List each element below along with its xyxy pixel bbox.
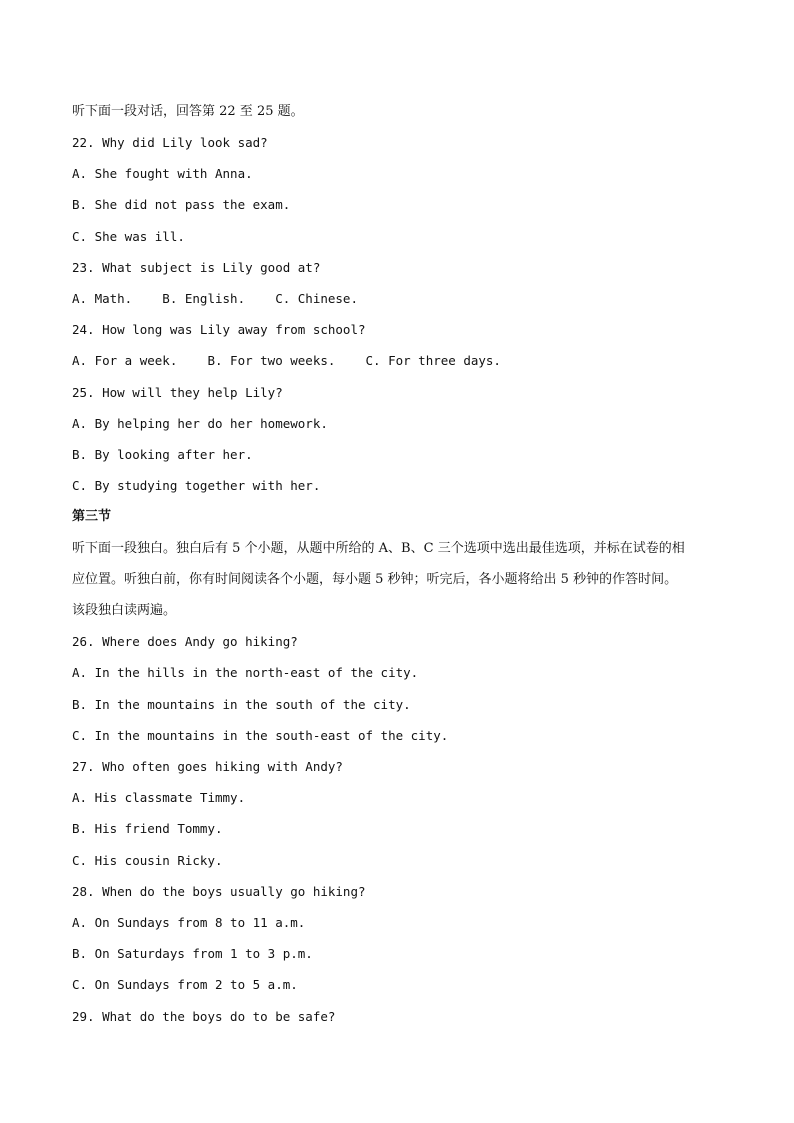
option-22b: B. She did not pass the exam.: [72, 197, 291, 212]
option-25b: B. By looking after her.: [72, 447, 253, 462]
options-24: A. For a week. B. For two weeks. C. For three days.: [72, 353, 501, 368]
option-22a: A. She fought with Anna.: [72, 166, 253, 181]
question-26: 26. Where does Andy go hiking?: [72, 634, 298, 649]
options-23: A. Math. B. English. C. Chinese.: [72, 291, 358, 306]
option-22c: C. She was ill.: [72, 229, 185, 244]
option-28c: C. On Sundays from 2 to 5 a.m.: [72, 977, 298, 992]
monologue-instruction-line3: 该段独白读两遍。: [72, 603, 177, 618]
option-25c: C. By studying together with her.: [72, 478, 321, 493]
option-27c: C. His cousin Ricky.: [72, 853, 223, 868]
option-26a: A. In the hills in the north-east of the city.: [72, 665, 419, 680]
section-heading: 第三节: [72, 509, 112, 524]
option-28b: B. On Saturdays from 1 to 3 p.m.: [72, 946, 313, 961]
dialogue-instruction: 听下面一段对话，回答第 22 至 25 题。: [72, 104, 304, 119]
option-27b: B. His friend Tommy.: [72, 821, 223, 836]
option-27a: A. His classmate Timmy.: [72, 790, 246, 805]
question-28: 28. When do the boys usually go hiking?: [72, 884, 366, 899]
question-25: 25. How will they help Lily?: [72, 385, 283, 400]
option-28a: A. On Sundays from 8 to 11 a.m.: [72, 915, 306, 930]
question-29: 29. What do the boys do to be safe?: [72, 1009, 336, 1024]
question-23: 23. What subject is Lily good at?: [72, 260, 321, 275]
question-24: 24. How long was Lily away from school?: [72, 322, 366, 337]
option-25a: A. By helping her do her homework.: [72, 416, 328, 431]
question-27: 27. Who often goes hiking with Andy?: [72, 759, 343, 774]
monologue-instruction-line2: 应位置。听独白前，你有时间阅读各个小题，每小题 5 秒钟；听完后，各小题将给出 5 秒钟的作答时间。: [72, 572, 678, 587]
option-26b: B. In the mountains in the south of the city.: [72, 697, 411, 712]
monologue-instruction-line1: 听下面一段独白。独白后有 5 个小题，从题中所给的 A、B、C 三个选项中选出最佳选项，并标在试卷的相: [72, 541, 685, 556]
question-22: 22. Why did Lily look sad?: [72, 135, 268, 150]
option-26c: C. In the mountains in the south-east of the city.: [72, 728, 449, 743]
